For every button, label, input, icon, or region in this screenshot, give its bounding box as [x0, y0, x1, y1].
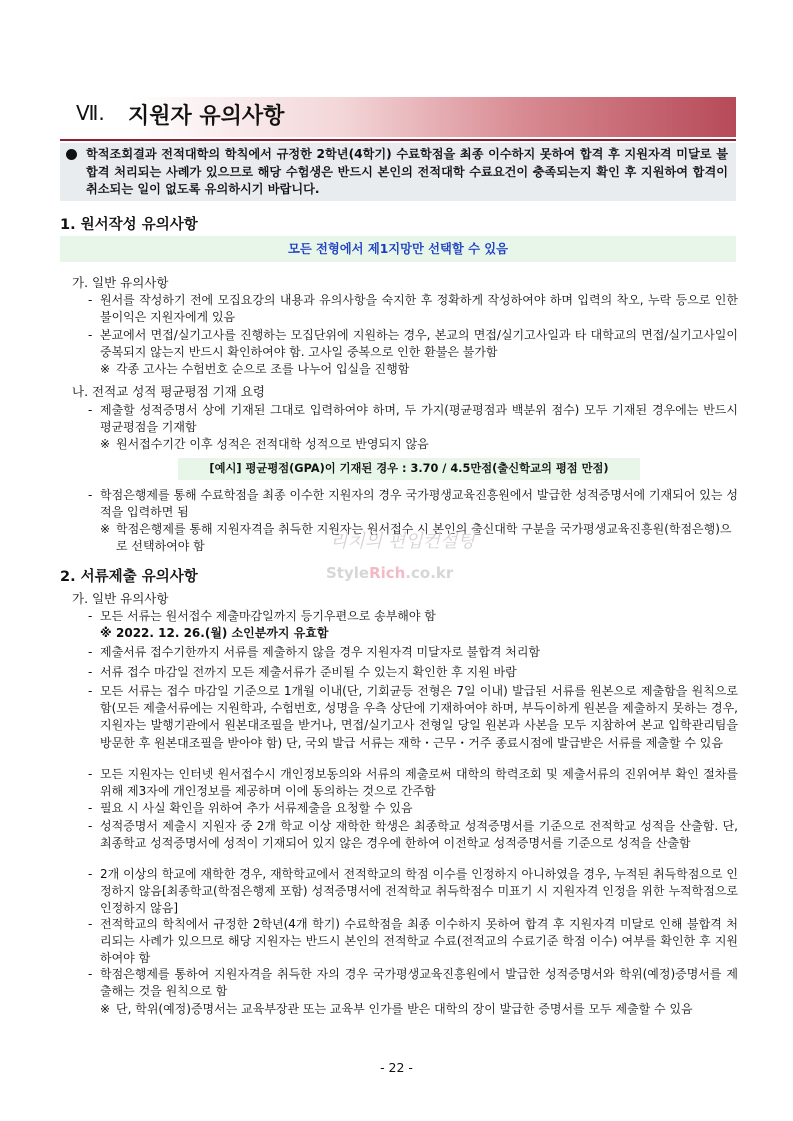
watermark-text: 리치의 편입컨설팅 [330, 531, 475, 552]
note-item: ※ 원서접수기간 이후 성적은 전적대학 성적으로 반영되지 않음 [100, 437, 429, 451]
list-item: - 제출서류 접수기한까지 서류를 제출하지 않을 경우 지원자격 미달자로 불합격 처리함 [88, 645, 541, 659]
list-item: - 모든 서류는 접수 마감일 기준으로 1개월 이내(단, 기회균등 전형은 7일 이내) 발급된 서류를 원본으로 제출함을 원칙으로 함(모든 제출서류에는 지원학과, 수험번호, 성명을 우측 상단에 기재하여야 하며, 부득이하게 원본을 제출하지 못하는 경우, 지원자는 발행기관에서 원본대조필을 받거나, 면접/실기고사 전형일 당일 원본과 사본을 모두 지참하여 본교 입학관리팀을 방문한 후 원본대조필을 받아야 함) 단, 국외 발급 서류는 재학・근무・거주 종료시점에 발급받은 서류를 제출할 수 있음 [88, 684, 738, 750]
section-1-sub-b: 나. 전적교 성적 평균평점 기재 요령 [72, 384, 265, 399]
note-item: ※ 학점은행제를 통해 지원자격을 취득한 지원자는 원서접수 시 본인의 출신대학 구분을 국가평생교육진흥원(학점은행)으로 선택하여야 함 [100, 522, 732, 554]
deadline-note: ※ 2022. 12. 26.(월) 소인분까지 유효함 [100, 626, 329, 640]
list-item: - 학점은행제를 통해 수료학점을 최종 이수한 지원자의 경우 국가평생교육진흥원에서 발급한 성적증명서에 기재되어 있는 성적을 입력하면 됨 [88, 488, 738, 520]
list-item: - 학점은행제를 통하여 지원자격을 취득한 자의 경우 국가평생교육진흥원에서 발급한 성적증명서와 학위(예정)증명서를 제출해는 것을 원칙으로 함 [88, 967, 738, 999]
list-item: - 성적증명서 제출시 지원자 중 2개 학교 이상 재학한 학생은 최종학교 성적증명서를 기준으로 전적학교 성적을 산출함. 단, 최종학교 성적증명서에 성적이 기재되어 있지 않은 경우에 한하여 이전학교 성적증명서를 기준으로 성적을 산출함 [88, 819, 738, 851]
chapter-underline [60, 139, 736, 141]
list-item: - 원서를 작성하기 전에 모집요강의 내용과 유의사항을 숙지한 후 정확하게 작성하여야 하며 입력의 착오, 누락 등으로 인한 불이익은 지원자에게 있음 [88, 293, 738, 325]
chapter-heading [60, 95, 736, 137]
note-item: ※ 단, 학위(예정)증명서는 교육부장관 또는 교육부 인가를 받은 대학의 장이 발급한 증명서를 모두 제출할 수 있음 [100, 1002, 693, 1016]
note-item: ※ 각종 고사는 수험번호 순으로 조를 나누어 입실을 진행함 [100, 362, 410, 376]
gpa-example-box: [예시] 평균평점(GPA)이 기재된 경우 : 3.70 / 4.5만점(출신학교의 평점 만점) [178, 458, 640, 480]
warning-text: 학적조회결과 전적대학의 학칙에서 규정한 2학년(4학기) 수료학점을 최종 이수하지 못하여 합격 후 지원자격 미달로 불합격 처리되는 사례가 있으므로 해당 수험생은 반드시 본인의 전적대학 수료요건이 충족되는지 확인 후 지원하여 합격이 취소되는 일이 없도록 유의하시기 바랍니다. [86, 147, 728, 196]
section-2-heading: 2. 서류제출 유의사항 [60, 569, 198, 585]
watermark-brand: StyleRich.co.kr [326, 564, 454, 582]
list-item: - 본교에서 면접/실기고사를 진행하는 모집단위에 지원하는 경우, 본교의 면접/실기고사일과 타 대학교의 면접/실기고사일이 중복되지 않는지 반드시 확인하여야 함. 고사일 중복으로 인한 환불은 불가함 [88, 328, 738, 360]
list-item: - 전적학교의 학칙에서 규정한 2학년(4개 학기) 수료학점을 최종 이수하지 못하여 합격 후 지원자격 미달로 인해 불합격 처리되는 사례가 있으므로 해당 지원자는 반드시 본인의 전적학교 수료(전적교의 수료기준 학점 이수) 여부를 확인한 후 지원하여야 함 [88, 917, 738, 966]
section-1-sub-a: 가. 일반 유의사항 [72, 275, 169, 290]
list-item: - 2개 이상의 학교에 재학한 경우, 재학학교에서 전적학교의 학점 이수를 인정하지 아니하였을 경우, 누적된 취득학점으로 인정하지 않음[최종학교(학점은행제 포함) 성적증명서에 전적학교 취득학점수 미표기 시 지원자격 인정을 위한 누적학점으로 인정하지 않음] [88, 867, 738, 916]
section-1-notice: 모든 전형에서 제1지망만 선택할 수 있음 [60, 236, 736, 262]
list-item: - 모든 서류는 원서접수 제출마감일까지 등기우편으로 송부해야 함 [88, 609, 436, 623]
warning-box [60, 143, 736, 201]
list-item: - 필요 시 사실 확인을 위하여 추가 서류제출을 요청할 수 있음 [88, 801, 413, 815]
list-item: - 제출할 성적증명서 상에 기재된 그대로 입력하여야 하며, 두 가지(평균평점과 백분위 점수) 모두 기재된 경우에는 반드시 평균평점을 기재함 [88, 403, 738, 435]
section-1-heading: 1. 원서작성 유의사항 [60, 217, 198, 233]
section-2-sub-a: 가. 일반 유의사항 [72, 591, 169, 606]
chapter-number: Ⅶ. [76, 101, 105, 125]
list-item: - 모든 지원자는 인터넷 원서접수시 개인정보동의와 서류의 제출로써 대학의 학력조회 및 제출서류의 진위여부 확인 절차를 위해 제3자에 개인정보를 제공하며 이에 동의하는 것으로 간주함 [88, 767, 738, 799]
bullet-icon [66, 149, 77, 160]
list-item: - 서류 접수 마감일 전까지 모든 제출서류가 준비될 수 있는지 확인한 후 지원 바람 [88, 665, 517, 679]
page-number: - 22 - [380, 1060, 413, 1075]
chapter-title: 지원자 유의사항 [128, 104, 285, 129]
